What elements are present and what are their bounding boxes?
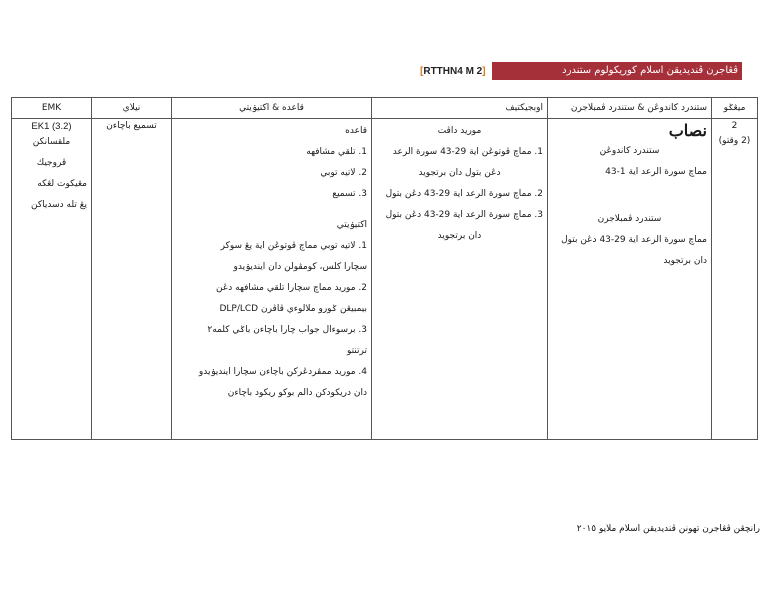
header-objective: اوبجيكتيف — [372, 98, 548, 119]
content-standard-title: ستندرد كاندوڠن — [599, 146, 660, 156]
activity-step: 2. موريد مماچ سچارا تلقي مشافهه دڠن — [216, 283, 367, 293]
activity-step: 1. لاتيه توبي مماچ ڤوتوڠن اية يڠ سوكر — [220, 241, 367, 251]
lesson-plan-table — [11, 97, 758, 440]
cell-activity — [172, 119, 372, 440]
header-emk: EMK — [12, 98, 92, 119]
learning-standard-text-2: دان برتجويد — [663, 256, 707, 266]
emk-line: ڤروجيك — [36, 158, 67, 168]
objective-item: 3. مماچ سورة الرعد اية 29-43 دڠن بتول — [385, 210, 543, 220]
learning-standard-text: مماچ سورة الرعد اية 29-43 دڠن بتول — [561, 235, 707, 245]
page-footer: رانچڠن ڤڠاجرن تهونن ڤنديديقن اسلام ملايو ٢٠١٥ — [576, 524, 760, 534]
objective-item: دڠن بتول دان برتجويد — [418, 168, 501, 178]
objective-item: 1. مماچ ڤوتوڠن اية 29-43 سورة الرعد — [392, 147, 543, 157]
value-text: تسميع باچاءن — [106, 121, 157, 131]
emk-line: مڠيكوت لڠكه — [37, 179, 87, 189]
activity-step: ترتنتو — [346, 346, 367, 356]
header-activity: قاعده & اكتيۏيتي — [172, 98, 372, 119]
objective-item: دان برتجويد — [437, 231, 482, 241]
cell-objective — [372, 119, 548, 440]
activity-step: 4. موريد ممڤردڠركن باچاءن سچارا اينديۏيدو — [198, 367, 367, 377]
document-code: [RTTHN4 M 2] — [420, 66, 486, 77]
method-item: 1. تلقي مشافهه — [306, 147, 367, 157]
week-duration: (2 وقتو) — [718, 136, 751, 146]
table-header-row — [12, 98, 758, 119]
activity-title: اكتيۏيتي — [336, 220, 367, 230]
activity-step: دان دريكودكن دالم بوكو ريكود باچاءن — [227, 388, 367, 398]
document-code-text: RTTHN4 M 2 — [423, 66, 483, 77]
learning-standard-title: ستندرد ڤمبلاجرن — [597, 214, 662, 224]
emk-line: يڠ تله دسدياكن — [31, 200, 87, 210]
activity-step: بيمبيڠن ݢورو ملالوءي ڤاڤرن DLP/LCD — [219, 304, 367, 314]
objective-intro: موريد داڤت — [437, 126, 482, 136]
header-title: ڤڠاجرن ڤنديديقن اسلام كوريكولوم ستندرد — [492, 62, 742, 80]
content-standard-text: مماچ سورة الرعد اية 1-43 — [605, 167, 707, 177]
standard-glyph: نصاب — [668, 121, 707, 140]
header-week: ميڠݢو — [712, 98, 758, 119]
objective-item: 2. مماچ سورة الرعد اية 29-43 دڠن بتول — [385, 189, 543, 199]
cell-emk — [12, 119, 92, 440]
header-standard: ستندرد كاندوڠن & ستندرد ڤمبلاجرن — [548, 98, 712, 119]
document-header — [420, 62, 742, 82]
header-value: نيلاي — [92, 98, 172, 119]
method-item: 2. لاتيه توبي — [320, 168, 367, 178]
table-row — [12, 119, 758, 440]
activity-step: 3. برسوءال جواب چارا باچاءن باݢي كلمه٢ — [207, 325, 367, 335]
cell-standard — [548, 119, 712, 440]
week-number: 2 — [731, 121, 738, 131]
method-title: قاعده — [345, 126, 367, 136]
cell-value — [92, 119, 172, 440]
emk-code: EK1 (3.2) — [31, 121, 72, 132]
activity-step: سچارا كلس، كومڤولن دان اينديۏيدو — [233, 262, 367, 272]
emk-line: ملقسانكن — [32, 137, 71, 147]
method-item: 3. تسميع — [332, 189, 367, 199]
cell-week — [712, 119, 758, 440]
